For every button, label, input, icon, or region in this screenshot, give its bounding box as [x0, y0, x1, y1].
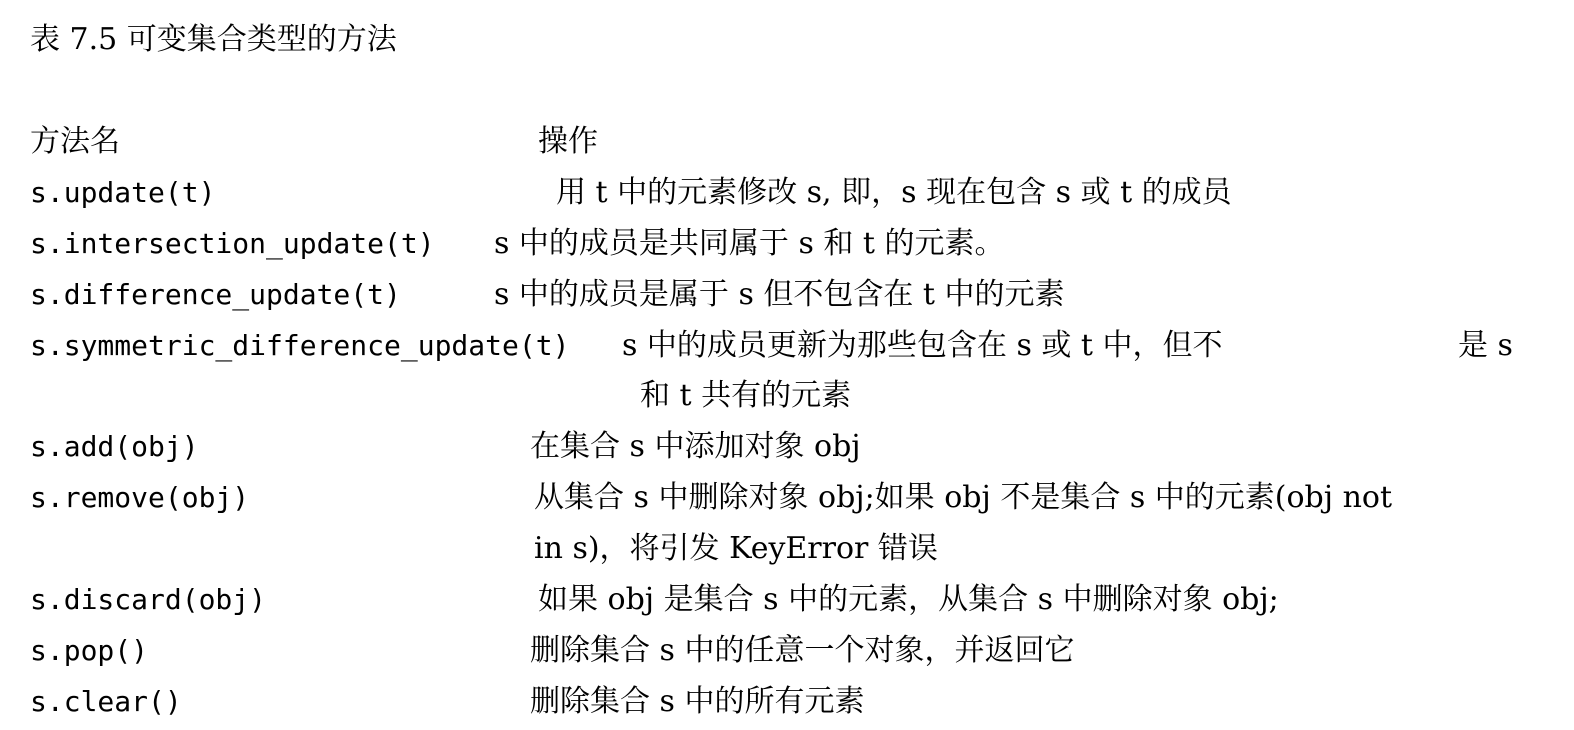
- method-intersection-update: s.intersection_update(t): [30, 227, 435, 260]
- operation-symmetric-difference-update-cont: 和 t 共有的元素: [640, 378, 852, 413]
- method-discard: s.discard(obj): [30, 583, 267, 616]
- method-remove: s.remove(obj): [30, 481, 250, 514]
- method-symmetric-difference-update: s.symmetric_difference_update(t): [30, 329, 570, 362]
- operation-intersection-update: s 中的成员是共同属于 s 和 t 的元素。: [494, 226, 1005, 261]
- method-difference-update: s.difference_update(t): [30, 278, 401, 311]
- operation-symmetric-difference-update-tail: 是 s: [1458, 328, 1513, 363]
- table-caption: 表 7.5 可变集合类型的方法: [30, 22, 397, 57]
- operation-discard: 如果 obj 是集合 s 中的元素，从集合 s 中删除对象 obj;: [538, 582, 1279, 617]
- operation-remove: 从集合 s 中删除对象 obj;如果 obj 不是集合 s 中的元素(obj not: [534, 480, 1393, 515]
- method-pop: s.pop(): [30, 634, 149, 667]
- operation-update: 用 t 中的元素修改 s, 即，s 现在包含 s 或 t 的成员: [556, 175, 1232, 210]
- operation-add: 在集合 s 中添加对象 obj: [530, 429, 861, 464]
- operation-symmetric-difference-update: s 中的成员更新为那些包含在 s 或 t 中，但不: [622, 328, 1223, 363]
- method-update: s.update(t): [30, 176, 216, 209]
- method-clear: s.clear(): [30, 685, 182, 718]
- header-method: 方法名: [30, 124, 120, 159]
- operation-difference-update: s 中的成员是属于 s 但不包含在 t 中的元素: [494, 277, 1065, 312]
- method-add: s.add(obj): [30, 430, 199, 463]
- header-operation: 操作: [538, 124, 598, 159]
- operation-remove-cont: in s)，将引发 KeyError 错误: [534, 531, 938, 566]
- operation-pop: 删除集合 s 中的任意一个对象，并返回它: [530, 633, 1075, 668]
- operation-clear: 删除集合 s 中的所有元素: [530, 684, 865, 719]
